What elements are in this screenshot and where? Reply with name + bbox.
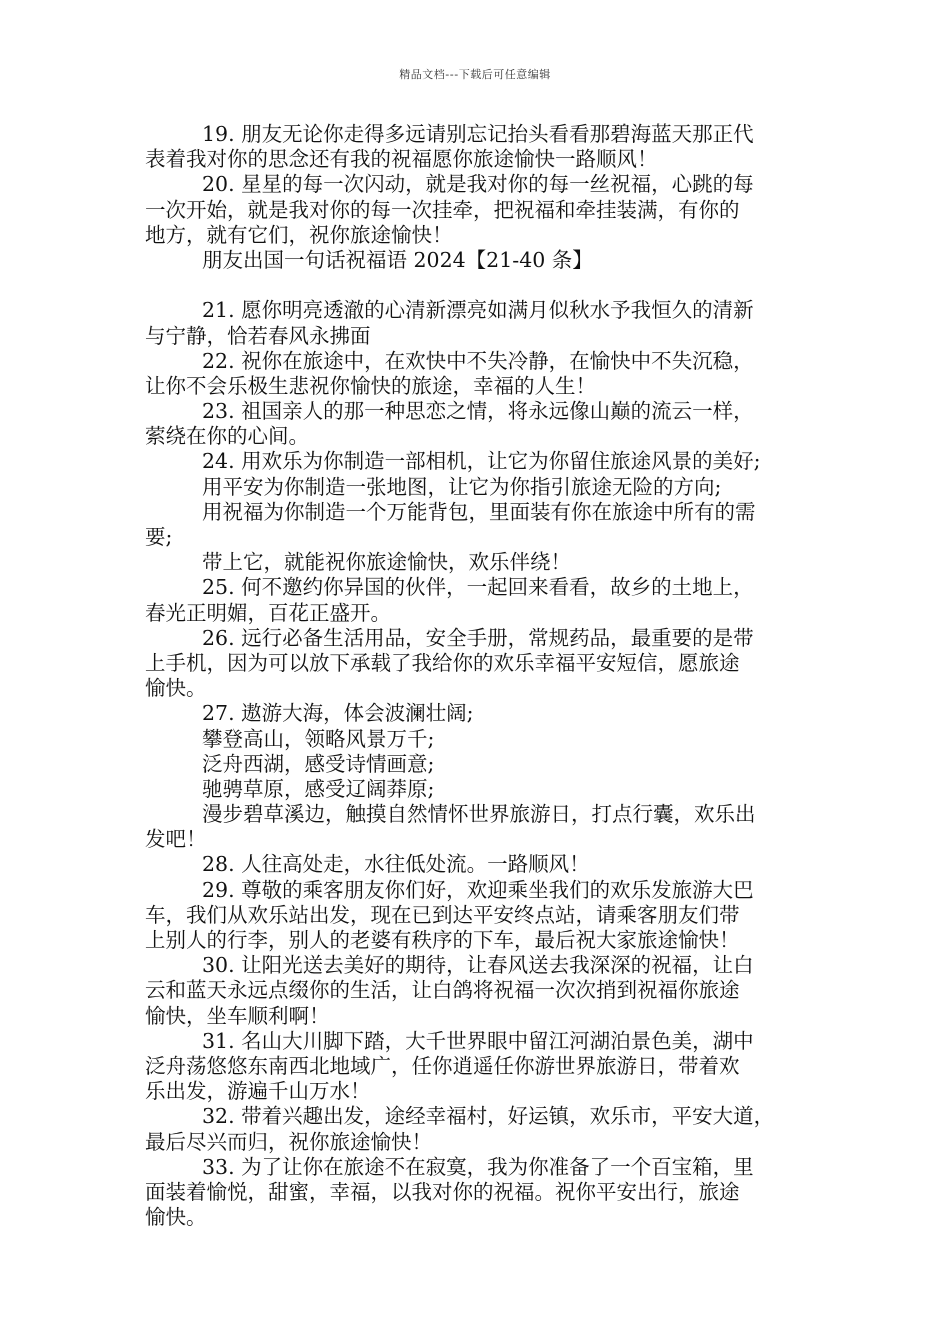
text-line: 30. 让阳光送去美好的期待，让春风送去我深深的祝福，让白	[202, 953, 754, 978]
text-line: 漫步碧草溪边，触摸自然情怀世界旅游日，打点行囊，欢乐出	[202, 802, 756, 827]
text-line: 发吧！	[145, 827, 207, 852]
text-line: 地方，就有它们，祝你旅途愉快！	[145, 222, 453, 247]
text-line: 29. 尊敬的乘客朋友你们好，欢迎乘坐我们的欢乐发旅游大巴	[202, 877, 754, 902]
text-line: 上别人的行李，别人的老婆有秩序的下车，最后祝大家旅途愉快！	[145, 928, 740, 952]
text-line: 24. 用欢乐为你制造一部相机，让它为你留住旅途风景的美好;	[202, 449, 761, 474]
page-header: 精品文档---下载后可任意编辑	[399, 68, 551, 81]
text-line: 春光正明媚，百花正盛开。	[145, 600, 391, 625]
text-line: 攀登高山，领略风景万千;	[202, 726, 435, 751]
text-line: 31. 名山大川脚下踏，大千世界眼中留江河湖泊景色美，湖中	[202, 1028, 754, 1053]
text-line: 最后尽兴而归，祝你旅途愉快！	[145, 1129, 432, 1154]
text-line: 乐出发，游遍千山万水！	[145, 1079, 371, 1104]
text-line: 一次开始，就是我对你的每一次挂牵，把祝福和牵挂装满，有你的	[145, 197, 740, 222]
text-line: 22. 祝你在旅途中，在欢快中不失冷静，在愉快中不失沉稳，	[202, 348, 754, 373]
text-line: 上手机，因为可以放下承载了我给你的欢乐幸福平安短信，愿旅途	[145, 650, 740, 675]
text-line: 面装着愉悦，甜蜜，幸福，以我对你的祝福。祝你平安出行，旅途	[145, 1179, 740, 1204]
text-line: 32. 带着兴趣出发，途经幸福村，好运镇，欢乐市，平安大道，	[202, 1104, 775, 1129]
text-line: 用祝福为你制造一个万能背包，里面装有你在旅途中所有的需	[202, 499, 756, 524]
text-line: 让你不会乐极生悲祝你愉快的旅途，幸福的人生！	[145, 373, 596, 398]
text-line: 28. 人往高处走，水往低处流。一路顺风！	[202, 852, 590, 877]
text-line: 愉快。	[145, 676, 207, 701]
text-line: 泛舟西湖，感受诗情画意;	[202, 751, 435, 776]
text-line: 26. 远行必备生活用品，安全手册，常规药品，最重要的是带	[202, 625, 754, 650]
text-line: 泛舟荡悠悠东南西北地域广，任你逍遥任你游世界旅游日，带着欢	[145, 1053, 740, 1078]
text-line: 萦绕在你的心间。	[145, 424, 309, 449]
text-line: 27. 遨游大海，体会波澜壮阔;	[202, 701, 474, 726]
text-line: 20. 星星的每一次闪动，就是我对你的每一丝祝福，心跳的每	[202, 172, 754, 197]
text-line: 驰骋草原，感受辽阔莽原;	[202, 776, 435, 801]
text-line: 要;	[145, 525, 173, 549]
document-body	[145, 122, 813, 1230]
text-line: 19. 朋友无论你走得多远请别忘记抬头看看那碧海蓝天那正代	[202, 122, 754, 146]
text-line: 25. 何不邀约你异国的伙伴，一起回来看看，故乡的土地上，	[202, 575, 754, 600]
text-line: 用平安为你制造一张地图，让它为你指引旅途无险的方向;	[202, 474, 722, 499]
text-line: 23. 祖国亲人的那一种思恋之情，将永远像山巅的流云一样，	[202, 399, 754, 424]
text-line: 表着我对你的思念还有我的祝福愿你旅途愉快一路顺风！	[145, 147, 658, 172]
text-line: 与宁静，恰若春风永拂面	[145, 323, 371, 348]
text-line: 21. 愿你明亮透澈的心清新漂亮如满月似秋水予我恒久的清新	[202, 298, 754, 323]
text-line: 33. 为了让你在旅途不在寂寞，我为你准备了一个百宝箱，里	[202, 1154, 754, 1179]
text-line: 云和蓝天永远点缀你的生活，让白鸽将祝福一次次捎到祝福你旅途	[145, 978, 740, 1003]
text-line: 愉快。	[145, 1205, 207, 1230]
text-line: 带上它，就能祝你旅途愉快，欢乐伴绕！	[202, 550, 571, 575]
text-line: 愉快，坐车顺利啊！	[145, 1003, 330, 1028]
section-heading: 朋友出国一句话祝福语 2024【21-40 条】	[202, 247, 593, 272]
text-line: 车，我们从欢乐站出发，现在已到达平安终点站，请乘客朋友们带	[145, 902, 740, 927]
